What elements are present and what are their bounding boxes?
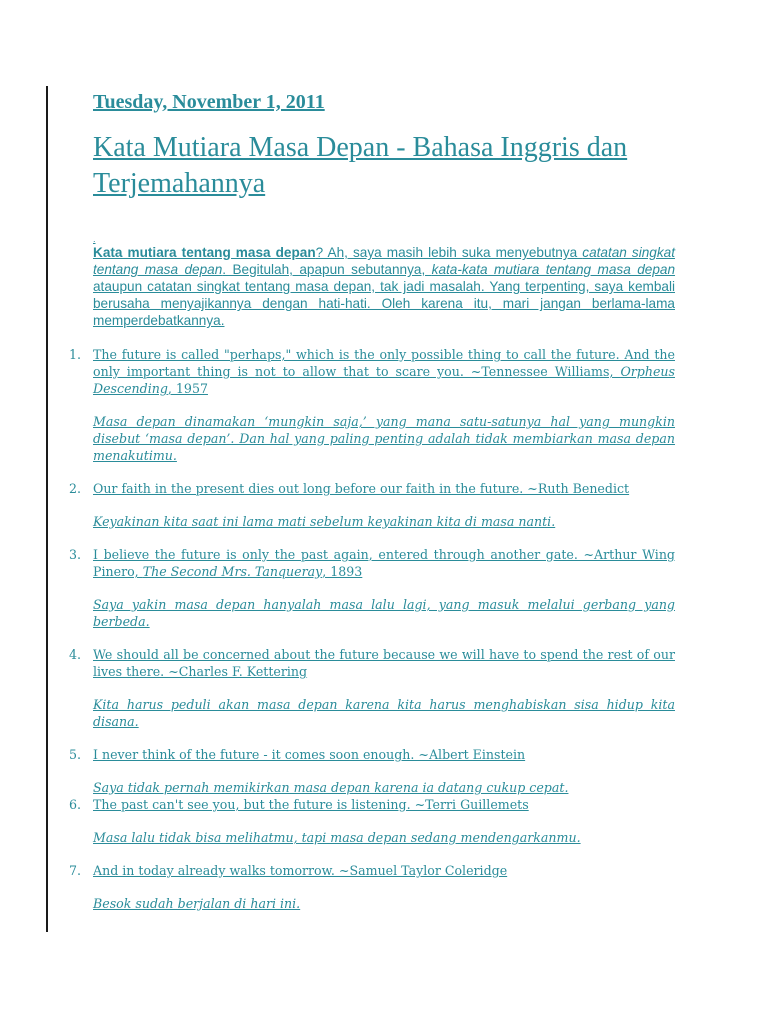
quote-translation: Masa depan dinamakan ‘mungkin saja,’ yang mana satu-satunya hal yang mungkin disebut ‘masa depan’. Dan hal yang paling penting adalah tidak membiarkan masa depan menakutimu.: [93, 414, 675, 463]
left-border-line: [46, 86, 48, 932]
quote-text: [93, 646, 675, 680]
quote-translation: Saya tidak pernah memikirkan masa depan karena ia datang cukup cepat.: [93, 780, 569, 795]
quote-year: , 1893: [322, 564, 363, 579]
quote-item-4[interactable]: [69, 646, 675, 730]
quote-item-6[interactable]: [69, 796, 675, 846]
quote-body: The past can't see you, but the future is listening. ~Terri Guillemets: [93, 797, 529, 812]
quote-text: [93, 346, 675, 397]
quote-text: [93, 746, 675, 763]
quote-source: The Second Mrs. Tanqueray: [142, 564, 323, 579]
quote-body: And in today already walks tomorrow. ~Samuel Taylor Coleridge: [93, 863, 508, 878]
post-title[interactable]: Kata Mutiara Masa Depan - Bahasa Inggris dan Terjemahannya: [93, 132, 628, 199]
intro-emphasis-2: kata-kata mutiara tentang masa depan: [431, 262, 676, 277]
quote-body: The future is called "perhaps," which is the only possible thing to call the future. And the only important thing is not to allow that to scare you. ~Tennessee Williams,: [93, 347, 675, 379]
quote-text: [93, 480, 675, 497]
quote-item-5[interactable]: [69, 746, 675, 796]
quote-translation: Kita harus peduli akan masa depan karena kita harus menghabiskan sisa hidup kita disana.: [93, 697, 675, 729]
quote-number: 2.: [69, 481, 82, 496]
quote-number: 6.: [69, 797, 82, 812]
quote-number: 4.: [69, 647, 82, 662]
quote-source: Orpheus Descending: [93, 364, 675, 396]
intro-text-2: . Begitulah, apapun sebutannya,: [222, 262, 432, 277]
quote-item-3[interactable]: [69, 546, 675, 630]
quote-item-1[interactable]: [69, 346, 675, 464]
anchor-dot[interactable]: .: [93, 234, 96, 244]
quote-body: I never think of the future - it comes soon enough. ~Albert Einstein: [93, 747, 526, 762]
quote-year: , 1957: [167, 381, 208, 396]
quote-translation: Keyakinan kita saat ini lama mati sebelum keyakinan kita di masa nanti.: [93, 514, 556, 529]
quote-item-2[interactable]: [69, 480, 675, 530]
quote-number: 3.: [69, 547, 82, 562]
quote-text: [93, 862, 675, 879]
post-date[interactable]: Tuesday, November 1, 2011: [93, 91, 325, 113]
intro-lead: Kata mutiara tentang masa depan: [93, 245, 316, 260]
intro-emphasis-1: catatan singkat tentang masa depan: [93, 245, 675, 277]
quote-body: Our faith in the present dies out long before our faith in the future. ~Ruth Benedict: [93, 481, 630, 496]
quote-item-7[interactable]: [69, 862, 675, 912]
quote-translation: Besok sudah berjalan di hari ini.: [93, 896, 301, 911]
quote-body: I believe the future is only the past again, entered through another gate. ~Arthur Wing Pinero,: [93, 547, 675, 579]
quote-number: 5.: [69, 747, 82, 762]
quote-body: We should all be concerned about the future because we will have to spend the rest of our lives there. ~Charles F. Kettering: [93, 647, 675, 679]
intro-paragraph[interactable]: [93, 244, 675, 329]
blog-post: [69, 88, 676, 912]
quote-translation: Saya yakin masa depan hanyalah masa lalu lagi, yang masuk melalui gerbang yang berbeda.: [93, 597, 675, 629]
quote-number: 1.: [69, 347, 82, 362]
intro-text-3: ataupun catatan singkat tentang masa depan, tak jadi masalah. Yang terpenting, saya kembali berusaha menyajikannya dengan hati-hati. Oleh karena itu, mari jangan berlama-lama memperdebatkannya.: [93, 279, 675, 328]
quote-translation: Masa lalu tidak bisa melihatmu, tapi masa depan sedang mendengarkanmu.: [93, 830, 581, 845]
quote-number: 7.: [69, 863, 82, 878]
intro-text-1: ? Ah, saya masih lebih suka menyebutnya: [315, 245, 583, 260]
quote-text: [93, 796, 675, 813]
quote-text: [93, 546, 675, 580]
quote-list: [69, 346, 675, 912]
